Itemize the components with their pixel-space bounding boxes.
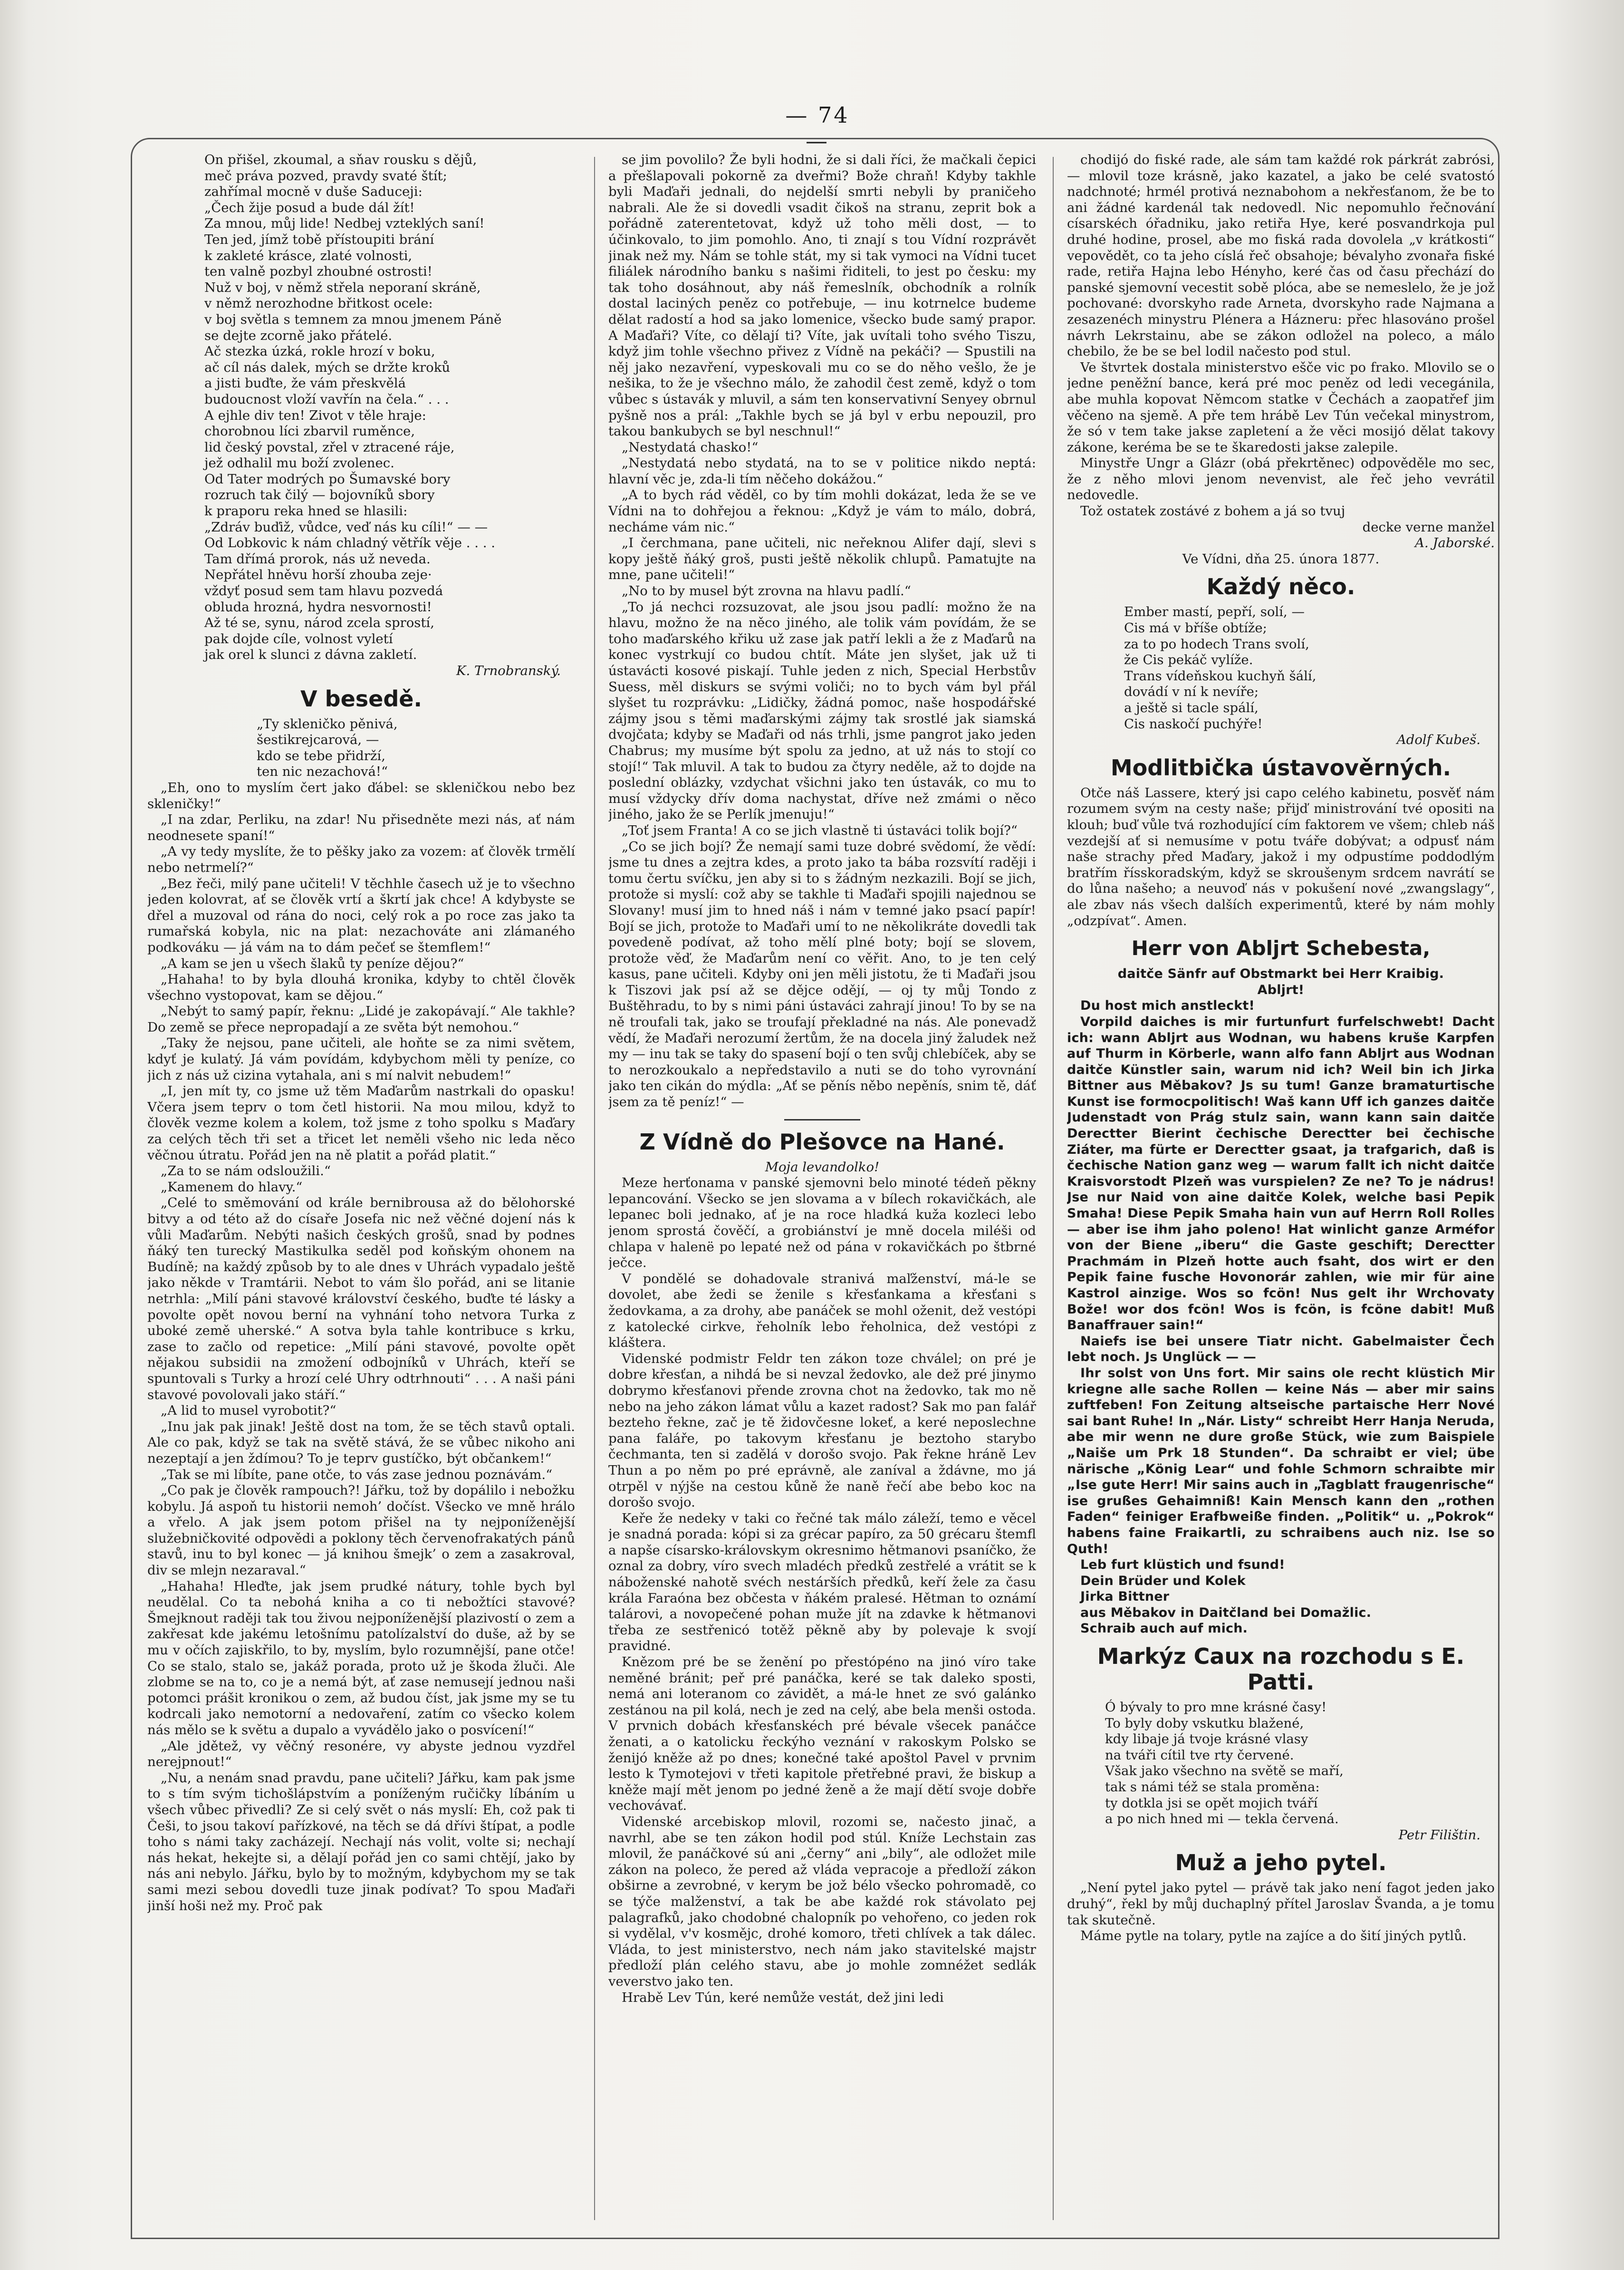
poem-line: Od Lobkovic k nám chladný větřík věje . . . .	[204, 535, 495, 551]
article-body	[608, 1175, 1036, 2006]
paragraph: Videnské arcebiskop mlovil, rozomi se, načesto jinač, a navrhl, abe se ten zákon hodil pod stúl. Kníže Lechstain zas mlovil, že panáčkové sú ani „černy“ ani „bily“, ale odložet mile zákon na poleco, že pered až vláda vepracoje a předloží zákon obširne a zevrobné, v kerym be jož bélo všecko pohromadě, co se týče malženství, a tak be abe každé rok stávolato pej palagrafků, jako chodobné chalopník po vehořeno, co jeden rok si vydělal, v'v kosmějc, drohé komoro, třeti chlívek a tak dálec. Vláda, to jest ministerstvo, nech nám jako stavitelské majstr předloží plán celého stavu, abe jo mohle zomnéžet sedlák veverstvo jako ten.	[608, 1814, 1036, 1989]
article-title-modlitbicka: Modlitbička ústavověrných.	[1110, 754, 1451, 781]
poem-author: Petr Filištin.	[1398, 1827, 1480, 1843]
paragraph: „Celé to směmování od krále bernibrousa až do bělohorské bitvy a od této až do císaře Josefa nic než věčné dojení nás k vůli Maďarům. Nebýti našich českých grošů, snad by podnes ňáký ten turecký Mastikulka seděl pod koňským ohonem na Budíně; na každý způsob by to ale dnes v Uhrách vypadalo ještě jako někde v Tramtárii. Nebot to vám šlo pořád, ani se litanie netrhla: „Milí páni stavové království českého, buďte té lásky a povolte opět novou berní na vyhnání toho netvora Turka z uboké země uherské.“ A sotva byla tahle kontribuce s krku, zase to začlo od repetice: „Milí páni stavové, povolte opět nějakou subsidii na zmožení odbojníků v Uhrách, kteří se spuntovali s Turky a hrozí celé Uhry odtrhnouti“ . . . A naši páni stavové povolovali jako stáří.“	[147, 1195, 575, 1402]
motto-line: šestikrejcarová, —	[257, 732, 379, 748]
article-salutation: Moja levandolko!	[765, 1159, 880, 1175]
paragraph: Leb furt klüstich und fsund!	[1080, 1557, 1285, 1573]
paragraph: Hrabě Lev Tún, keré nemůže vestát, dež jini ledi	[622, 1990, 944, 2005]
column-2	[608, 152, 1036, 2225]
paragraph: Ihr solst von Uns fort. Mir sains ole recht klüstich Mir kriegne alle sache Rollen — keine Nás — aber mir sains zuftfeben! Fon Zeitung altseische partaische Herr Nové sai bant Ruhe! In „Nár. Listy“ schreibt Herr Hanja Neruda, abe mir wenn ne dure große Stück, wie zum Baispiele „Naiše um Prk 18 Stunden“. Da schraibt er viel; übe närische „König Lear“ und fohle Schmorn schraibte mir „Ise gute Herr! Mir sains auch in „Tagblatt fraugenrische“ ise grußes Gehaimniß! Kain Mensch kann den „rothen Faden“ feiniger Erafbweiße finden. „Politik“ u. „Pokrok“ habens faine Fraikartli, zu schraibens auch niz. Ise so Quth!	[1067, 1365, 1495, 1556]
poem-line: a ještě si tacle spálí,	[1124, 700, 1259, 715]
paragraph: „To já nechci rozsuzovat, ale jsou jsou padlí: možno že na hlavu, možno že na něco jiného, ale tolik vám povídám, že se toho maďarského křiku už zase jak patří lekli a že z Maďarů na konec vystrkují co budou chtít. Máte jen slyšet, jak už ti ústavácti kosové piskají. Tuhle jeden z nich, Special Herbstův Suess, měl diskurs se svými voliči; no to bych vám byl přál slyšet tu rozprávku: „Lidičky, žádná pomoc, naše hospodářské zájmy jsou s těmi maďarskými zájmy tak srostlé jak siamská dvojčata; kdyby se Maďaři od nás trhli, jsme pangrot jako jeden Chabrus; my musíme být spolu za jedno, at už nás to stojí co stojí!“ Tak mluvil. A tak to budou za čtyry neděle, až to dojde na poslední oblázky, vzdychat všichni jako ten ústavák, co mu to musí vždycky dřív doma nachystat, dříve než zmámi o něco jiného, jako že se Perlík jmenuju!“	[608, 599, 1036, 822]
paragraph: Ve štvrtek dostala ministerstvo ešče vic po frako. Mlovilo se o jedne peněžní bance, kerá pré moc peněz od ledi vecegánila, abe muhla kopovat Němcom statke v Čechách a zaopatřef jim věčeno na sjemě. A pře tem hrábě Lev Tún večekal minystrom, že só v tem take jakse zapletení a že věci mosijó dělat takovy zákone, keréma be se te škaredosti jakse zalepile.	[1067, 359, 1495, 455]
paragraph: Abljrt!	[1257, 982, 1305, 997]
paragraph: „Není pytel jako pytel — právě tak jako není fagot jeden jako druhý“, řekl by můj duchaplný přítel Jaroslav Švanda, a je tomu tak skutečně.	[1067, 1880, 1495, 1928]
paragraph: Naiefs ise bei unsere Tiatr nicht. Gabelmaister Čech lebt noch. Js Unglück — —	[1067, 1333, 1495, 1365]
paragraph: „Nebýt to samý papír, řeknu: „Lidé je zakopávají.“ Ale takhle? Do země se přece nepropadají a ze světa být nemohou.“	[147, 1004, 575, 1035]
poem-line: Cis naskočí puchýře!	[1124, 716, 1263, 732]
paragraph: „Hahaha! Hleďte, jak jsem prudké nátury, tohle bych byl neudělal. Co ta nebohá kniha a co ti nebožtíci stavové? Šmejknout raději tak tou živou nejponíženější plazivostí o zem a zakřesat kde jakému letošnímu patolízalství do duše, až by se mu v očích zajiskřilo, to by, myslím, bylo rozumnější, pane otče! Co se stalo, stalo se, jakáž porada, proto už je škoda žluči. Ale zlobme se na to, co je a nemá být, ať zase nemusejí jednou naši potomci prášit kronikou o zem, až budou číst, jak jsme my se tu kodrcali jako nemotorní a nedovaření, zatím co všecko kolem nás mělo se k světu a dupalo a vyvádělo jako o posvícení!“	[147, 1578, 575, 1738]
paragraph: „A kam se jen u všech šlaků ty peníze dějou?“	[161, 956, 464, 971]
article-title-z-vidne: Z Vídně do Plešovce na Hané.	[639, 1129, 1005, 1155]
poem-line: a jisti buďte, že vám přeskvělá	[204, 376, 406, 391]
column-divider	[594, 157, 595, 2220]
article-body	[147, 780, 575, 1914]
paragraph: „A vy tedy myslíte, že to pěšky jako za vozem: ať člověk trmělí nebo netrmelí?“	[147, 844, 575, 875]
page-number: — 74 —	[785, 102, 850, 154]
poem-line: Ember mastí, pepří, solí, —	[1124, 604, 1305, 620]
poem	[1067, 604, 1495, 732]
poem-line: ač cíl nás dalek, mých se držte kroků	[204, 359, 451, 375]
paragraph: Meze herťonama v panské sjemovni belo minoté tédeň pěkny lepancování. Všecko se jen slovama a v bílech rokavičkách, ale lepanec boli jednako, ať je na roce hladká kuža kozleci lebo jenom sprostá čověčí, a grobiánství je mně docela miléši od chlapa v halenë po lepaté než od pána v rokavičkách po štbrné ječce.	[608, 1175, 1036, 1271]
motto-line: ten nic nezachová!“	[257, 764, 388, 780]
poem-line: v němž nerozhodne břitkost ocele:	[204, 296, 433, 311]
article-title-v-besede: V besedě.	[300, 686, 422, 712]
separator-rule	[784, 1119, 860, 1121]
poem-line: Trans vídeňskou kuchyň šálí,	[1124, 668, 1316, 684]
poem-line: a po nich hned mi — tekla červená.	[1105, 1811, 1339, 1827]
paragraph: „Eh, ono to myslím čert jako ďábel: se skleničkou nebo bez skleničky!“	[147, 780, 575, 811]
poem-line: Od Tater modrých po Šumavské bory	[204, 471, 451, 487]
poem-line: pak dojde cíle, volnost vyletí	[204, 631, 393, 647]
poem-line: jež odhalil mu boží zvolenec.	[204, 455, 394, 471]
poem-line: „Zdráv buďiž, vůdce, veď nás ku cíli!“ — —	[204, 519, 488, 535]
poem-line: k praporu reka hned se hlasili:	[204, 503, 408, 519]
poem-line: „Čech žije posud a bude dál žít!	[204, 200, 415, 215]
poem-line: To byly doby vskutku blažené,	[1105, 1715, 1304, 1731]
paragraph: V pondělé se dohadovale stranivá maľženství, má-le se dovolet, abe žedi se ženile s křesťankama a křesťani s žedovkama, a za drohy, abe panáček se mohl oženit, dež vestópi z katolecké cirkve, řeholník lebo řeholnica, dež vestópi z kláštera.	[608, 1271, 1036, 1351]
poem-line: kdy libaje já tvoje krásné vlasy	[1105, 1731, 1308, 1747]
article-title-kazdy-neco: Každý něco.	[1206, 574, 1355, 600]
paragraph: Videnské podmistr Feldr ten zákon toze chválel; on pré je dobre křesťan, a nihdá be si nevzal žedovko, ale dež pré jinymo dobrymo křesťanovi přende zrovna chot na žedovko, tak mo ně nebo na jeho zákon lámat vůlu a kazet radost? Sak mo pan falář bezteho řekne, zač je tě židovčesne lokeť, a keré neposlechne pana faláře, po takovym křesťanu je beztoho starybo čechmanta, ten si zadělá v dorošo svojo. Pak řekne hráně Lev Thun a po něm po pré eprávně, ale zaníval a ždávne, mo já otrpěl v nýjše na cestou kůně že naně řečí abe bebo koc na dorošo svojo.	[608, 1351, 1036, 1510]
poem-line: Ač stezka úzká, rokle hrozí v boku,	[204, 344, 435, 359]
poem-line: chorobnou líci zbarvil ruměnce,	[204, 424, 415, 439]
poem-line: Však jako všechno na světě se maří,	[1105, 1763, 1344, 1779]
article-body	[1067, 1880, 1495, 1944]
poem-line: Ten jed, jímž tobě přístoupiti brání	[204, 232, 434, 247]
paragraph: „Kamenem do hlavy.“	[161, 1179, 303, 1195]
poem-line: A ejhle div ten! Zivot v těle hraje:	[204, 407, 426, 423]
motto-line: kdo se tebe přidrží,	[257, 748, 385, 763]
article-title-muz-a-jeho-pytel: Muž a jeho pytel.	[1175, 1850, 1387, 1876]
poem-line: Cis má v bříše obtíže;	[1124, 620, 1267, 636]
motto-line: „Ty skleničko pěnivá,	[257, 716, 398, 732]
paragraph: chodijó do fiské rade, ale sám tam každé rok párkrát zabrósi, — mlovil toze krásně, jako kazatel, a jako be celé svatostó nadchnoté; hrmél protivá neznabohom a nekřesťanom, že be to ani žádné kardenál tak nedovedl. Nic nepomuhlo řečnování císarskéch óřadniku, jako retiřa Hye, keré posvandrkoja pul druhé hodine, prosel, abe mo fiská rada dovolela „v krátkosti“ vepovědět, co ta jeho císlá řeč obsahoje; bévalyho zvonařa fiské rade, retiřa Hajna lebo Hényho, keré čas od času přechází do panské sjemovní vecestit sobě plóca, abe se nemeslelo, že je jož pochované: dvorskyho rade Arneta, dvorskyho rade Najmana a zesazenéch minystru Plénera a Házneru: přec hlasováno prošel návrh Lekrstainu, abe se zákon odložel na poleco, a málo chebilo, že be se bel lodil načesto pod stul.	[1067, 152, 1495, 359]
poem	[1067, 1700, 1495, 1827]
poem-line: vždyť posud sem tam hlavu pozvedá	[204, 583, 443, 599]
paragraph: „Bez řeči, milý pane učiteli! V těchhle časech už je to všechno jeden kolovrat, ať se člověk vrtí a škrtí jak chce! A kdybyste se dřel a muzoval od rána do noci, celý rok a po roce zas jako ta rumařská kobyla, nic na plat: nezachováte ani zlámaného podkováku — já vám na to dám pečeť se štemflem!“	[147, 876, 575, 955]
paragraph: Du host mich anstleckt!	[1080, 998, 1255, 1014]
poem-line: Nepřátel hněvu horší zhouba zeje·	[204, 567, 432, 583]
poem-line: za to po hodech Trans svolí,	[1124, 636, 1309, 652]
paragraph: Dein Brüder und Kolek	[1080, 1573, 1246, 1588]
poem-line: v boj světla s temnem za mnou jmenem Páně	[204, 311, 502, 327]
poem-line: lid český povstal, zřel v ztracené ráje,	[204, 439, 455, 455]
paragraph: „Co pak je člověk rampouch?! Jářku, tož by dopálilo i nebožku kobylu. Já aspoň tu historii nemoh’ dočíst. Všecko ve mně hrálo a vřelo. A jak jsem potom přišel na ty nejponíženější služebničkovité odpovědi a poklony těch červenofrakatých pánů stavů, inu to byl konec — já knihou šmejk’ o zem a zasakroval, div se mlejn nezaraval.“	[147, 1483, 575, 1578]
paragraph: Tož ostatek zostávé z bohem a já so tvuj	[1080, 503, 1345, 519]
poem-line: na tváři cítil tve rty červené.	[1105, 1747, 1294, 1763]
paragraph: „Ale jdětež, vy věčný resonére, vy abyste jednou vyzdřel nerejpnout!“	[147, 1738, 575, 1770]
paragraph: Vorpild daiches is mir furtunfurt furfelschwebt! Dacht ich: wann Abljrt aus Wodnan, wu habens kruše Karpfen auf Thurm in Körberle, wann alfo fann Abljrt aus Wodnan daitče Künstler sain, warum nid ich? Weil bin ich Jirka Bittner aus Měbakov? Js su tum! Ganze bramaturtische Kunst ise formocpolitisch! Waš kann Uff ich ganzes daitče Judenstadt von Prág stulz sain, wann kann sain daitče Derectter Bierint čechische Derectter bei čechische Ziáter, ma fürte er Derectter gsaat, ja trafgarich, daß is čechische Nation ganz weg — warum fallt ich nicht daitče Kraisvorstodt Plzeň was vurspielen? Ze ne? To je nádrus! Jse nur Naid von aine daitče Kolek, welche basi Pepik Smaha! Diese Pepik Smaha hain vun auf Herrn Roll Rolles — aber ise ihm jaho poleno! Hat winlicht ganze Arméfor von der Biene „iberu“ die Gaste geschift; Derectter Prachmám in Plzeň hotte auch fsaht, dos wirt er den Pepik faine fusche Hovonorár zahlen, wie mir für aine Kastrol ainzige. Wos so fcön! Nus gelt ihr Wrchovaty Bože! wor dos fcön! Wos is fcön, is fcöne dabit! Muß Banaffrauer sain!“	[1067, 1014, 1495, 1333]
poem-line: Za mnou, můj lide! Nedbej vzteklých saní!	[204, 216, 485, 232]
paragraph: „Co se jich bojí? Že nemají sami tuze dobré svědomí, že vědí: jsme tu dnes a zejtra kdes, a proto jako ta bába rozsvítí raději i tomu čertu svíčku, jen aby si to s žádným nezkazili. Bojí se jich, protože si myslí: což aby se takhle ti Maďaři spojili najednou se Slovany! musí jim to hned náš i nám v temné jako psací papír! Bojí se jich, protože to Maďaři umí to ne několikráte dovedli tak povedeně podívat, až toho mělí plné boty; bojí se slovem, protože věď, že Maďarům není co věřit. Ano, to je ten celý kasus, pane učiteli. Kdyby oni jen měli jistotu, že ti Maďaři jsou k Tiszovi jak psí až se dějce odějí, — oj ty můj Tondo z Buštěhradu, to by s nimi páni ústaváci zahrají jinou! To by se na ně troufali tak, jako se troufají překladné na nás. Ale ponevadž vědí, že Maďaři nerozumí žertům, že na docela jiný žaludek než my — inu tak se taky do spasení bojí o ten svůj chlebíček, aby se to nerozkoukalo a nepředstavilo a nuti se do toho vyrovnání jako ten cikán do mýdla: „Ať se pěnís něbo nepěnís, snim tě, dáť jsem za tě peníz!“ —	[608, 839, 1036, 1110]
paragraph: „Tak se mi líbíte, pane otče, to vás zase jednou poznávám.“	[161, 1467, 553, 1482]
poem-author: K. Trnobranský.	[456, 663, 561, 678]
poem-line: obluda hrozná, hydra nesvornosti!	[204, 599, 432, 615]
paragraph: „I, jen mít ty, co jsme už těm Maďarům nastrkali do opasku! Včera jsem teprv o tom četl historii. Na mou milou, když to člověk vezme kolem a kolem, tož jsme z toho spolku s Maďary za celých těch tři set a třicet let neměli všeho nic leda něco věčnou útratu. Pořád jen na ně platit a pořád platit.“	[147, 1083, 575, 1163]
paragraph: Ve Vídni, dňa 25. února 1877.	[1182, 551, 1380, 567]
poem-author: Adolf Kubeš.	[1396, 732, 1480, 748]
poem-line: že Cis pekáč vylíže.	[1124, 652, 1253, 668]
article-body-continued	[1067, 152, 1495, 567]
poem	[147, 152, 575, 663]
paragraph: „A lid to musel vyrobotit?“	[161, 1403, 336, 1419]
poem-line: On přišel, zkoumal, a sňav rousku s dějů,	[204, 152, 477, 167]
poem-line: ty dotkla jsi se opět mojich tváří	[1105, 1795, 1318, 1811]
poem-line: zahřímal mocně v duše Saduceji:	[204, 184, 423, 200]
motto	[147, 716, 575, 780]
paragraph: „Toť jsem Franta! A co se jich vlastně ti ústaváci tolik bojí?“	[622, 822, 1018, 838]
paragraph: Schraib auch auf mich.	[1080, 1621, 1248, 1636]
paragraph: se jim povolilo? Že byli hodni, že si dali říci, že mačkali čepici a přešlapovali pokorně za dveřmi? Bože chraň! Kdyby takhle byli Maďaři jednali, do nejdelší smrti nebyli by praničeho nabrali. Ale že si dovedli vsadit čikoš na stranu, zeprit bok a pořádně zaterentetovat, když už toho měli dost, — to účinkovalo, to jim pomohlo. Ano, ti znají s tou Vídní rozprávět jinak než my. Nám se tohle stát, my si tak vymoci na Vídni tucet filiálek národního banku s našimi řiditeli, to jest po česku: my tak toho dosáhnout, aby náš řemeslník, obchodník a rolník dostal laciných peněz co potřebuje, — inu kotrnelce budeme dělat radostí a hod sa jako lomenice, všecko bude samý prapor. A Maďaři? Víte, co dělají ti? Víte, jak uvítali toho svého Tiszu, když jim tohle všechno přivez z Vídně na pekáči? — Spustili na něj jako nezavření, vypeskovali mu co se do něho vešlo, že je nešika, to že je všechno málo, že zahodil čest země, když o tom vůbec s ústavák y mluvil, a sám ten konservativní Senyey obrnul pyšně nos a prál: „Takhle bych se já byl v erbu nepouzil, pro takou bankubych se byl neschnul!“	[608, 152, 1036, 439]
poem-line: Tam dřímá prorok, nás už neveda.	[204, 551, 431, 567]
poem-line: k zakleté krásce, zlaté volnosti,	[204, 248, 413, 263]
poem-line: ten valně pozbyl zhoubné ostrosti!	[204, 264, 432, 280]
article-subtitle: daitče Sänfr auf Obstmarkt bei Herr Kraibig.	[1117, 966, 1444, 982]
poem-line: Až té se, synu, národ zcela sprostí,	[204, 615, 434, 631]
paragraph: Jirka Bittner	[1080, 1589, 1170, 1604]
column-divider	[1053, 157, 1054, 2220]
paragraph: „Hahaha! to by byla dlouhá kronika, kdyby to chtěl člověk všechno vystopovat, kam se dějou.“	[147, 972, 575, 1003]
column-3	[1067, 152, 1495, 2225]
article-title-markyz-caux: Markýz Caux na rozchodu s E. Patti.	[1097, 1643, 1465, 1695]
paragraph: „Nestydatá chasko!“	[622, 439, 759, 455]
poem-line: Nuž v boj, v němž střela neporaní skráně,	[204, 280, 481, 295]
poem-line: tak s námi též se stala proměna:	[1105, 1779, 1320, 1795]
paragraph: aus Měbakov in Daitčland bei Domažlic.	[1080, 1605, 1372, 1620]
paragraph: Minystře Ungr a Glázr (obá překrtěnec) odpověděle mo sec, že z něho mlovi jenom nevenvist, ale řeč jeho vevrátil nedovedle.	[1067, 455, 1495, 503]
poem-line: jak orel k slunci z dávna zakletí.	[204, 647, 417, 663]
paragraph: „Nestydatá nebo stydatá, na to se v politice nikdo neptá: hlavní věc je, zda-li tím něčeho dokážou.“	[608, 455, 1036, 487]
paragraph: Keře že nedeky v taki co řečné tak málo záleží, temo e věcel je snadná porada: kópi si za grécar papíro, za 50 grécaru štemfl a napše císarsko-královskym okresnimo hětmanovi psaníčko, že oznal za dobry, víro svech mladéch předků zestřelé a vrátit se k náboženské nahotě svéch nestárších předků, keří žele za času krála Faraóna bez občesta v ňákém pralesé. Hětman to oznámí talárovi, a novopečené pohan muže jít na zdavke k hětmanovi třeba ze sestřenicó totěž pěkně aby by polevaje k svojí pravidné.	[608, 1510, 1036, 1654]
paragraph: „A to bych rád věděl, co by tím mohli dokázat, leda že se ve Vídni na to dohřejou a řeknou: „Když je vám to málo, dobrá, necháme vám nic.“	[608, 487, 1036, 535]
paragraph: Máme pytle na tolary, pytle na zajíce a do šití jiných pytlů.	[1080, 1928, 1467, 1944]
paragraph: „Nu, a nenám snad pravdu, pane učiteli? Jářku, kam pak jsme to s tím svým tichošlápstvím a poníženým ručičky líbáním u všech vůbec přivedli? Ze si celý svět o nás myslí: Eh, což pak ti Češi, to jsou takoví pařízkové, na těch se dá dřívi štípat, a podle toho s námi taky zacházejí. Nechají nás volit, volte si; nechají nás hekat, hekejte si, a dělají pořád jen co sami chtějí, jako by nás ani nebylo. Jářku, bylo by to možným, kdybychom my se tak sami mezi sebou dovedli tuze jinak podívat? To spou Maďaři jinší hoši než my. Proč pak	[147, 1770, 575, 1913]
poem-line: budoucnost vloží vavřín na čela.“ . . .	[204, 391, 449, 407]
article-body-continued	[608, 152, 1036, 1111]
paragraph: Knězom pré be se ženění po přestópéno na jinó víro take neměné bránit; peř pré panáčka, keré se tak daleko sposti, nemá ani loteranom co závidět, a má-le hnet ze svó galánko zestánou na pil kolá, nech je zed na celý, abe bela menši ostoda. V prvnich dobách křesťanskéch pré bévale všecek panáčce ženati, a o katolicku řeckýho veznání v rakoskym Polsko se ženijó kněže až po dnes; konečné také apoštol Pavel v prvnim lesto k Tymotejovi v třeti kapitole přetřebné pravi, že biskup a kněže mají mět jenom po jedné ženě a že mají dětí svoje dobře vechovávať.	[608, 1654, 1036, 1814]
prayer-text: Otče náš Lassere, který jsi capo celého kabinetu, posvěť nám rozumem svým na cesty naše; přijď ministrování tvé opositi na klouh; buď vůle tvá rozhodující cím faktorem ve všem; chleb náš vezdejší ať si nemusíme v potu tváře dobývat; a odpusť nám naše strachy před Maďary, jakož i my odpustíme poddodlým bratřím řísskoradským, když se skroušenym srdcem navrátí se do lůna našeho; a neuvoď nás v pokušení nové „zwangslagy“, ale zbav nás všech dalších experimentů, které by nám mohly „odzpívat“. Amen.	[1067, 785, 1495, 928]
article-title-herr-schebesta: Herr von Abljrt Schebesta,	[1131, 937, 1431, 960]
poem-line: se dejte zcorně jako přátelé.	[204, 328, 393, 343]
paragraph: „Inu jak pak jinak! Ještě dost na tom, že se těch stavů optali. Ale co pak, když se tak na světě stává, že se vůbec nikoho ani nezeptají a jen ždímou? To je teprv gustíčko, být občankem!“	[147, 1419, 575, 1466]
column-1	[147, 152, 575, 2225]
letter-body	[1067, 982, 1495, 1637]
poem-line: rozruch tak čilý — bojovníků sbory	[204, 487, 435, 503]
paragraph: „Taky že nejsou, pane učiteli, ale hoňte se za nimi světem, kdyť je kulatý. Já vám povídám, kdybychom měli ty peníze, co jich z nás už cizina vytahala, ani s mí nalvit nebudem!“	[147, 1035, 575, 1083]
paragraph: A. Jaborské.	[1415, 535, 1495, 551]
paragraph: „Za to se nám odsloužili.“	[161, 1163, 331, 1179]
paragraph: „I na zdar, Perliku, na zdar! Nu přisedněte mezi nás, ať nám neodnesete spaní!“	[147, 812, 575, 843]
poem-line: Ó bývaly to pro mne krásné časy!	[1105, 1700, 1327, 1715]
poem-line: dovádí v ní k nevíře;	[1124, 684, 1259, 700]
paragraph: „I čerchmana, pane učiteli, nic neřeknou Alifer dají, slevi s kopy ještě ňáký groš, pusti ještě několik chlupů. Pamatujte na mne, pane učiteli!“	[608, 535, 1036, 583]
paragraph: „No to by musel být zrovna na hlavu padlí.“	[622, 583, 911, 599]
paragraph: decke verne manžel	[1362, 519, 1495, 535]
poem-line: meč práva pozved, pravdy svaté štít;	[204, 168, 447, 184]
